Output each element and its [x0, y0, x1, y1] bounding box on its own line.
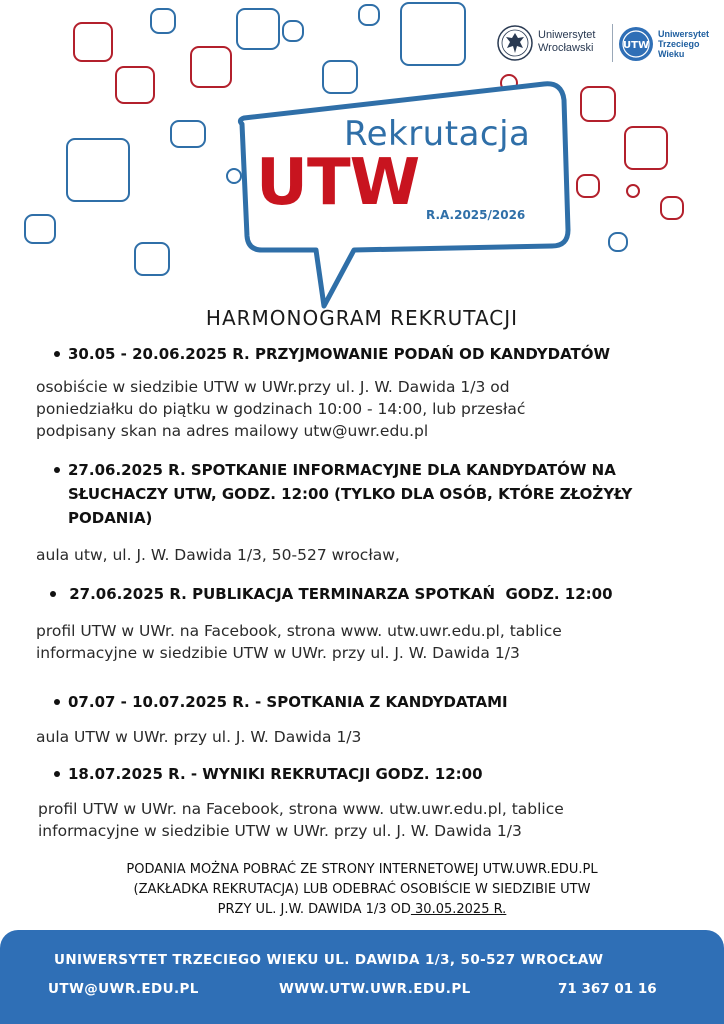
- decor-square: [190, 46, 232, 88]
- decor-square: [282, 20, 304, 42]
- decor-square: [24, 214, 56, 244]
- decor-square: [134, 242, 170, 276]
- decor-square: [66, 138, 130, 202]
- bullet: [54, 351, 60, 357]
- uwr-logo: [496, 24, 608, 64]
- decor-square: [576, 174, 600, 198]
- decor-square: [170, 120, 206, 148]
- desc-line: poniedziałku do piątku w godzinach 10:00 - 14:00, lub przesłać: [36, 400, 526, 418]
- decor-square: [73, 22, 113, 62]
- title-line: 27.06.2025 R. SPOTKANIE INFORMACYJNE DLA KANDYDATÓW NA: [68, 461, 616, 479]
- desc-line: aula UTW w UWr. przy ul. J. W. Dawida 1/3: [36, 728, 362, 746]
- note-line: [0, 900, 724, 920]
- eagle-seal-icon: [496, 24, 534, 62]
- utw-name-line2: Trzeciego: [658, 39, 700, 49]
- decor-square: [400, 2, 466, 66]
- utw-name-line3: Wieku: [658, 49, 685, 59]
- hero-year: R.A.2025/2026: [426, 208, 526, 222]
- schedule-item-desc: [36, 620, 562, 664]
- hero-title-big: UTW: [256, 146, 420, 220]
- desc-line: osobiście w siedzibie UTW w UWr.przy ul. J. W. Dawida 1/3 od: [36, 378, 510, 396]
- note-line-prefix: PRZY UL. J.W. DAWIDA 1/3 OD: [217, 902, 411, 917]
- download-note: [0, 860, 724, 920]
- schedule-item-title: 27.06.2025 R. PUBLIKACJA TERMINARZA SPOTKAŃ GODZ. 12:00: [64, 585, 613, 603]
- decor-square: [660, 196, 684, 220]
- decor-square: [115, 66, 155, 104]
- decor-square: [624, 126, 668, 170]
- note-line: PODANIA MOŻNA POBRAĆ ZE STRONY INTERNETOWEJ UTW.UWR.EDU.PL: [126, 862, 598, 877]
- utw-name-line1: Uniwersytet: [658, 29, 710, 39]
- bullet: [54, 467, 60, 473]
- page-title: HARMONOGRAM REKRUTACJI: [205, 306, 519, 330]
- utw-logo: [618, 24, 718, 64]
- schedule-item-desc: [36, 544, 400, 566]
- logo-divider: [612, 24, 613, 62]
- uwr-name-line2: Wrocławski: [538, 42, 594, 54]
- hero-title-small: Rekrutacja: [344, 114, 531, 154]
- bullet: [54, 699, 60, 705]
- schedule-item-title: [68, 458, 632, 530]
- schedule-item-desc: [36, 376, 525, 442]
- utw-mark: UTW: [623, 40, 649, 51]
- footer-email-link[interactable]: UTW@UWR.EDU.PL: [48, 981, 199, 997]
- utw-circle-icon: [618, 26, 654, 62]
- schedule-item-title: 18.07.2025 R. - WYNIKI REKRUTACJI GODZ. 12:00: [68, 765, 483, 783]
- title-line: PODANIA): [68, 509, 153, 527]
- desc-line: podpisany skan na adres mailowy utw@uwr.edu.pl: [36, 422, 429, 440]
- footer-phone[interactable]: 71 367 01 16: [558, 981, 657, 997]
- schedule-item-title: 07.07 - 10.07.2025 R. - SPOTKANIA Z KANDYDATAMI: [68, 693, 508, 711]
- decor-square: [236, 8, 280, 50]
- decor-square: [358, 4, 380, 26]
- desc-line: profil UTW w UWr. na Facebook, strona www. utw.uwr.edu.pl, tablice: [38, 800, 564, 818]
- footer-bar: [0, 930, 724, 1024]
- schedule-item-desc: [38, 798, 564, 842]
- desc-line: informacyjne w siedzibie UTW w UWr. przy ul. J. W. Dawida 1/3: [36, 644, 520, 662]
- schedule-item-title: 30.05 - 20.06.2025 R. PRZYJMOWANIE PODAŃ OD KANDYDATÓW: [68, 345, 611, 363]
- footer-address: UNIWERSYTET TRZECIEGO WIEKU UL. DAWIDA 1/3, 50-527 WROCŁAW: [54, 952, 604, 968]
- title-line: SŁUCHACZY UTW, GODZ. 12:00 (TYLKO DLA OSÓB, KTÓRE ZŁOŻYŁY: [68, 485, 633, 503]
- desc-line: aula utw, ul. J. W. Dawida 1/3, 50-527 wrocław,: [36, 546, 400, 564]
- desc-line: informacyjne w siedzibie UTW w UWr. przy ul. J. W. Dawida 1/3: [38, 822, 522, 840]
- bullet: [54, 771, 60, 777]
- footer-website-link[interactable]: WWW.UTW.UWR.EDU.PL: [279, 981, 471, 997]
- decor-square: [626, 184, 640, 198]
- desc-line: profil UTW w UWr. na Facebook, strona www. utw.uwr.edu.pl, tablice: [36, 622, 562, 640]
- schedule-item-desc: [36, 726, 361, 748]
- decor-square: [608, 232, 628, 252]
- bullet: [50, 591, 56, 597]
- note-line: (ZAKŁADKA REKRUTACJA) LUB ODEBRAĆ OSOBIŚCIE W SIEDZIBIE UTW: [133, 882, 591, 897]
- note-date: 30.05.2025 R.: [410, 902, 507, 917]
- decor-square: [580, 86, 616, 122]
- decor-square: [150, 8, 176, 34]
- uwr-name-line1: Uniwersytet: [538, 29, 596, 41]
